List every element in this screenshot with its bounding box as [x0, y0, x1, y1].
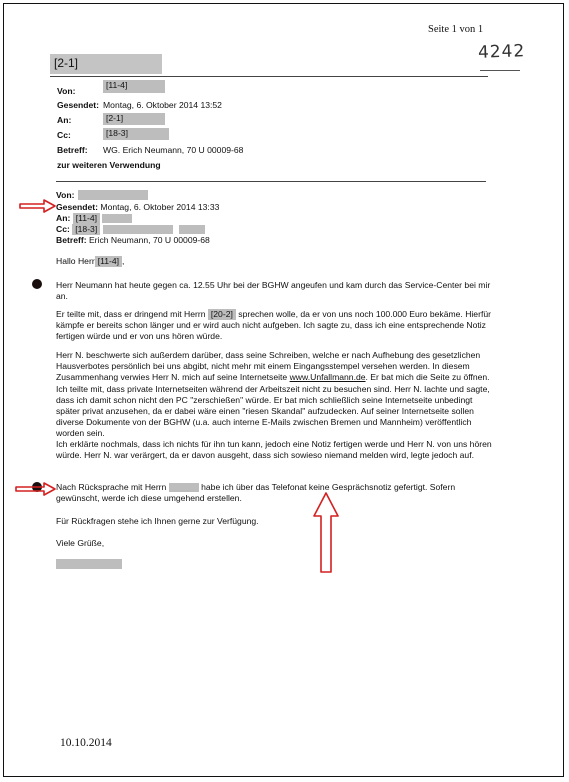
handwritten-number: 4242	[477, 41, 526, 63]
outer-note: zur weiteren Verwendung	[57, 160, 161, 170]
outer-gesendet-label: Gesendet:	[57, 100, 100, 110]
outer-an-value: [2-1]	[103, 113, 165, 125]
outer-betreff-value: WG. Erich Neumann, 70 U 00009-68	[103, 145, 244, 155]
paragraph-6: Für Rückfragen stehe ich Ihnen gerne zur Verfügung.	[56, 516, 259, 526]
paragraph-4: Ich erklärte nochmals, dass ich nichts für ihn tun kann, jedoch eine Notiz fertigen werde und Herr N. von uns hören würde. Herr N. war verärgert, da er davon ausgeht, dass sich sowieso niemand melden wird, legte jedoch auf.	[56, 439, 492, 461]
annotation-dot-1	[32, 279, 42, 289]
paragraph-2-tag: [20-2]	[208, 309, 236, 320]
inner-gesendet-row	[56, 202, 219, 213]
inner-an-value: [11-4]	[73, 213, 100, 224]
page-number-label: Seite 1 von 1	[428, 24, 484, 35]
inner-cc-redaction-2	[179, 225, 205, 234]
inner-cc-row	[56, 224, 205, 235]
closing: Viele Grüße,	[56, 538, 105, 548]
outer-von-label: Von:	[57, 86, 76, 96]
outer-betreff-label: Betreff:	[57, 145, 88, 155]
outer-cc-label: Cc:	[57, 130, 71, 140]
header-rule-top	[50, 76, 488, 77]
inner-von-redaction	[78, 190, 148, 200]
recipient-redaction-block	[50, 54, 162, 74]
inner-von-label: Von:	[56, 190, 75, 200]
inner-betreff-row	[56, 235, 210, 246]
inner-cc-value: [18-3]	[72, 224, 100, 235]
inner-an-row	[56, 213, 132, 224]
inner-betreff-value: Erich Neumann, 70 U 00009-68	[88, 235, 210, 245]
handwritten-underline	[480, 70, 520, 71]
signature-redaction	[56, 559, 122, 569]
right-arrow-icon	[18, 198, 58, 214]
inner-an-label: An:	[56, 213, 71, 223]
website-link[interactable]: www.Unfallmann.de	[289, 372, 366, 383]
inner-cc-label: Cc:	[56, 224, 70, 234]
right-arrow-icon-2	[14, 481, 58, 497]
message-separator	[56, 181, 486, 182]
outer-von-value: [11-4]	[103, 80, 165, 93]
inner-gesendet-value: Montag, 6. Oktober 2014 13:33	[100, 202, 220, 212]
paragraph-1: Herr Neumann hat heute gegen ca. 12.55 Uhr bei der BGHW angeufen und kam durch das Service-Center bei mir an.	[56, 280, 491, 302]
paragraph-5: Nach Rücksprache mit Herrn habe ich über das Telefonat keine Gesprächsnotiz gefertigt. Sofern gewünscht, werde ich diese umgehend erstellen.	[56, 482, 456, 504]
up-arrow-icon	[312, 490, 340, 574]
outer-cc-value: [18-3]	[103, 128, 169, 140]
inner-cc-redaction	[103, 225, 173, 234]
inner-betreff-label: Betreff:	[56, 235, 87, 245]
footer-date: 10.10.2014	[60, 737, 112, 749]
greeting: Hallo Herr [11-4] ,	[56, 256, 125, 266]
inner-an-redaction	[102, 214, 132, 223]
outer-gesendet-value: Montag, 6. Oktober 2014 13:52	[103, 100, 222, 110]
paragraph-5-redaction	[169, 483, 199, 492]
greeting-name: [11-4]	[95, 256, 122, 267]
paragraph-3: Herr N. beschwerte sich außerdem darüber, dass seine Schreiben, welche er nach Aufhebung des gesetzlichen Hausverbotes persönlich bei uns abgibt, nicht mehr mit einem Eingangsstempel versehen werden. In diesem Zusammenhang verwies Herr N. mich auf seine Internetseite www.Unfallmann.de. Er bat mich die Seite zu öffnen. Ich teilte mit, dass private Internetseiten während der Arbeitszeit nicht zu besuchen sind. Herr N. lachte und sagte, dass ich damit schon nicht den PC "zerschießen" würde. Er bat mich schließlich seine Internetseite unbedingt später privat anzusehen, da er dabei wäre einen "riesen Skandal" aufzudecken. Auf seiner Internetseite sollen diverse Dokumente von der BGHW (u.a. auch interne E-Mails zwischen Bremen und Mannheim) veröffentlich worden sein.	[56, 350, 490, 439]
paragraph-2: Er teilte mit, dass er dringend mit Herrn [20-2] sprechen wolle, da er von uns noch 100.000 Euro bekäme. Hierfür kämpfe er bereits schon länger und er wird auch nicht aufgeben. Ich sagte zu, dass ich eine entsprechende Notiz fertigen würde und er von uns hören würde.	[56, 309, 491, 342]
inner-gesendet-label: Gesendet:	[56, 202, 99, 212]
outer-an-label: An:	[57, 115, 72, 125]
recipient-tag: [2-1]	[54, 56, 79, 70]
